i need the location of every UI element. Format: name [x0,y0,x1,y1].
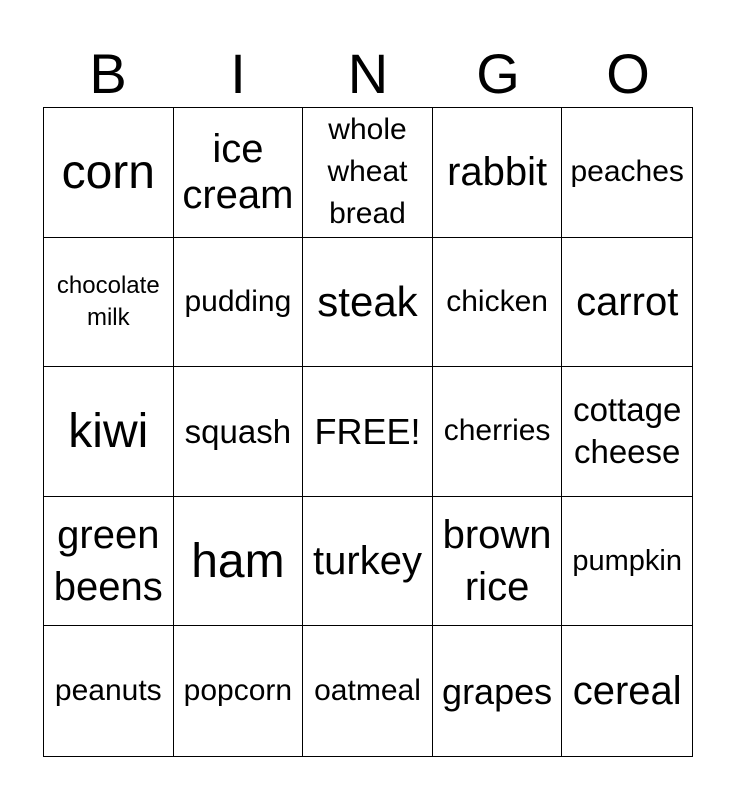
bingo-cell[interactable] [303,626,433,756]
bingo-cell[interactable] [174,367,304,497]
bingo-cell[interactable] [44,367,174,497]
bingo-cell[interactable] [44,626,174,756]
bingo-cell[interactable] [433,108,563,238]
bingo-cell[interactable] [562,367,692,497]
cell-label: grapes [442,670,553,712]
cell-label: carrot [576,279,679,324]
cell-label: steak [317,277,418,325]
cell-label: cottage cheese [573,390,682,471]
bingo-cell[interactable] [303,108,433,238]
bingo-cell[interactable] [433,367,563,497]
bingo-cell[interactable] [174,108,304,238]
cell-label: corn [61,145,155,199]
bingo-cell[interactable] [433,497,563,627]
cell-label: popcorn [183,673,293,707]
bingo-cell[interactable] [44,497,174,627]
bingo-grid [43,107,693,757]
cell-label: green beens [53,513,163,610]
bingo-cell[interactable] [174,626,304,756]
bingo-cell[interactable] [44,108,174,238]
bingo-cell[interactable] [433,238,563,368]
cell-label: brown rice [442,513,552,610]
cell-label: peaches [570,155,684,189]
cell-label: kiwi [68,404,149,458]
cell-label: whole wheat bread [327,113,408,231]
cell-label: squash [184,412,292,450]
cell-label: cereal [572,669,682,714]
bingo-cell[interactable] [174,497,304,627]
cell-label: pumpkin [572,544,682,577]
cell-label: chocolate milk [56,271,160,331]
cell-label: cherries [443,414,551,448]
cell-label: rabbit [447,150,548,195]
cell-label: pudding [184,284,292,318]
bingo-cell[interactable] [174,238,304,368]
header-letter-n: N [347,42,389,105]
bingo-cell[interactable] [562,108,692,238]
bingo-cell[interactable] [562,238,692,368]
cell-label: oatmeal [314,673,421,707]
header-letter-b: B [89,42,127,105]
bingo-cell[interactable] [303,497,433,627]
cell-label: chicken [446,284,548,318]
bingo-cell[interactable] [303,367,433,497]
cell-label: ice cream [182,127,294,218]
header-letter-i: I [230,42,246,105]
cell-label: peanuts [54,673,162,707]
bingo-cell[interactable] [562,497,692,627]
bingo-cell[interactable] [433,626,563,756]
bingo-cell[interactable] [562,626,692,756]
cell-label: FREE! [314,410,421,452]
header-letter-o: O [606,42,650,105]
bingo-cell[interactable] [44,238,174,368]
header-letter-g: G [476,42,520,105]
cell-label: turkey [313,539,422,584]
bingo-cell[interactable] [303,238,433,368]
bingo-header [43,42,693,106]
cell-label: ham [191,534,285,588]
